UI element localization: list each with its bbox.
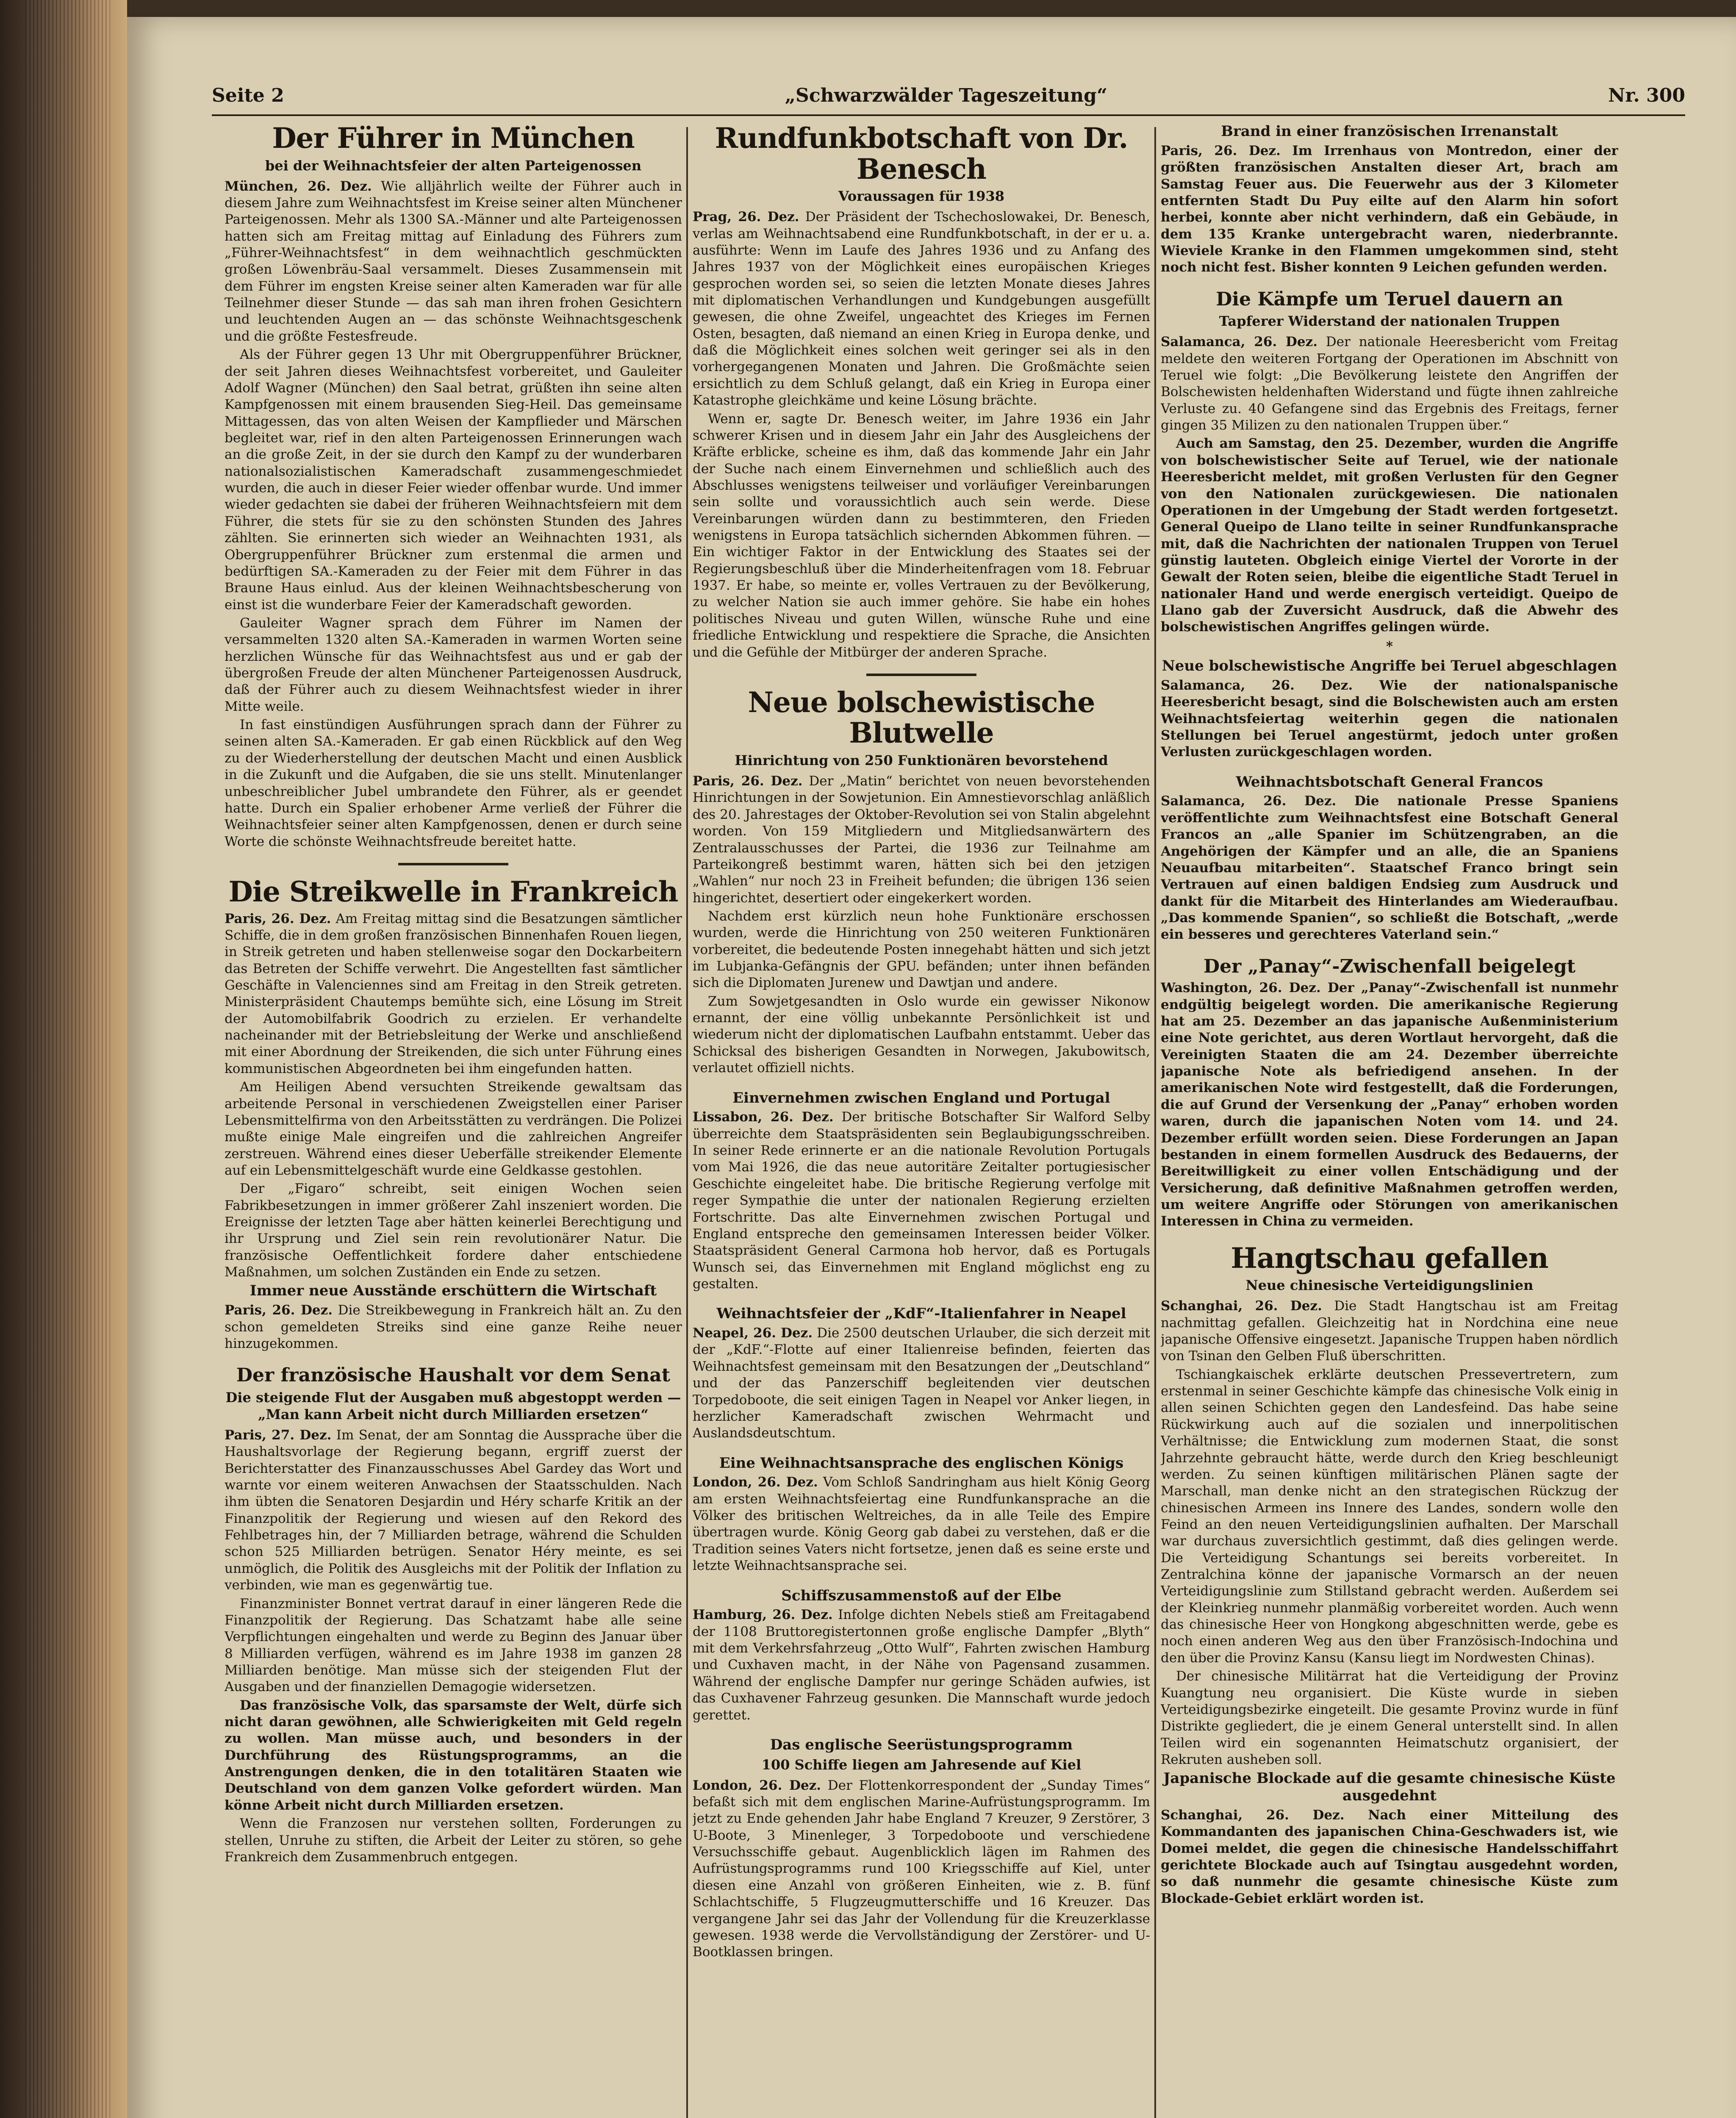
- article-franco: [1161, 773, 1618, 943]
- subheadline: Neue chinesische Verteidigungslinien: [1245, 1277, 1534, 1294]
- article-divider: [866, 674, 976, 676]
- book-binding: [0, 0, 127, 2118]
- headline: Weihnachtsfeier der „KdF“-Italienfahrer in Neapel: [716, 1305, 1126, 1322]
- dateline: Salamanca, 26. Dez.: [1161, 677, 1353, 693]
- article-divider: [398, 863, 508, 865]
- headline: Einvernehmen zwischen England und Portugal: [732, 1089, 1110, 1106]
- article-paragraph: Auch am Samstag, den 25. Dezember, wurden die Angriffe von bolschewistischer Seite auf Teruel, wie der nationale Heeresbericht meldet, mit großen Verlusten für den Gegner von den Nationalen zurückgewiesen. Die nationalen Operationen in der Umgebung der Stadt werden fortgesetzt. General Queipo de Llano teilte in seiner Rundfunkansprache mit, daß die Nachrichten der nationalen Truppen von Teruel günstig lauteten. Obgleich einige Viertel der Vororte in der Gewalt der Roten seien, bleibe die eigentliche Stadt Teruel in nationaler Hand und werde energisch verteidigt. Queipo de Llano gab der Zuversicht Ausdruck, daß die Abwehr des bolschewistischen Angriffes gelingen würde.: [1161, 436, 1618, 635]
- separator-star: *: [1386, 638, 1393, 654]
- headline: Der Führer in München: [272, 123, 635, 155]
- dateline: London, 26. Dez.: [693, 1475, 818, 1490]
- headline: Die Streikwelle in Frankreich: [228, 875, 678, 908]
- dateline: Paris, 26. Dez.: [693, 773, 803, 789]
- subheadline: Voraussagen für 1938: [838, 188, 1005, 205]
- dateline: Hamburg, 26. Dez.: [693, 1607, 833, 1623]
- column-2: [693, 123, 1150, 2118]
- dateline: Schanghai, 26. Dez.: [1161, 1298, 1322, 1314]
- headline: Der französische Haushalt vor dem Senat: [236, 1364, 671, 1386]
- article-paragraph: Lissabon, 26. Dez. Der britische Botschafter Sir Walford Selby überreichte dem Staatspräsidenten sein Beglaubigungsschreiben. In seiner Rede erinnerte er an die nationale Revolution Portugals vom Mai 1926, die das neue autoritäre Zeitalter portugiesischer Geschichte eingeleitet habe. Die britische Regierung verfolge mit reger Sympathie die unter der nationalen Regierung erzielten Fortschritte. Das alte Einvernehmen zwischen Portugal und England entspreche den gemeinsamen Interessen beider Völker. Staatspräsident General Carmona hob hervor, daß es Portugals Wunsch sei, das Einvernehmen mit England möglichst eng zu gestalten.: [693, 1109, 1150, 1292]
- dateline: Washington, 26. Dez.: [1161, 980, 1321, 996]
- subheadline: 100 Schiffe liegen am Jahresende auf Kiel: [761, 1756, 1082, 1773]
- dateline: Paris, 26. Dez.: [225, 1303, 333, 1318]
- article-paragraph: Tschiangkaischek erklärte deutschen Pressevertretern, zum erstenmal in seiner Geschichte kämpfe das chinesische Volk einig in allen seinen Schichten gegen den Landesfeind. Das habe seine Rückwirkung auch auf die sozialen und innerpolitischen Verhältnisse; die Entwicklung zum modernen Staat, die sonst Jahrzehnte gebraucht hätte, werde durch den Krieg beschleunigt werden. Zu seinen künftigen militärischen Plänen sagte der Marschall, man denke nicht an den strategischen Rückzug der chinesischen Armeen ins Innere des Landes, sondern wolle den Feind an den neuen Verteidigungslinien aufhalten. Der Marschall war durchaus zuversichtlich gestimmt, daß dies gelingen werde. Die Verteidigung Schantungs sei bereits vorbereitet. In Zentralchina könne der japanische Vormarsch an der neuen Verteidigungslinie zum Stillstand gebracht werden. Außerdem sei der Kleinkrieg nunmehr planmäßig vorbereitet worden. Auch wenn das chinesische Heer von Hongkong abgeschnitten werde, gebe es noch einen anderen Weg aus den über Französisch-Indochina und den über die Provinz Kansu (Kansu liegt im Nordwesten Chinas).: [1161, 1367, 1618, 1666]
- subheadline: Hinrichtung von 250 Funktionären bevorstehend: [735, 752, 1108, 769]
- column-3: [1161, 123, 1618, 2118]
- article-benesch: [693, 123, 1150, 661]
- article-paragraph: Als der Führer gegen 13 Uhr mit Obergruppenführer Brückner, der seit Jahren dieses Weihnachtsfest vorbereitet, und Gauleiter Adolf Wagner (München) den Saal betrat, grüßten ihn seine alten Kampfgenossen mit einem brausenden Sieg-Heil. Das gemeinsame Mittagessen, das von alten Weisen der Kampflieder und Märschen begleitet war, rief in den alten Parteigenossen Erinnerungen wach an die große Zeit, in der sie durch den Kampf zu der wunderbaren nationalsozialistischen Kameradschaft zusammengeschmiedet wurden, die auch in dieser Feier wieder offenbar wurde. Und immer wieder gedachten sie dabei der früheren Weihnachtsfeiern mit dem Führer, die stets für sie zu den schönsten Stunden des Jahres zählten. Sie erinnerten sich wieder an Weihnachten 1931, als Obergruppenführer Brückner zum erstenmal die armen und bedürftigen SA.-Kameraden zu der Feier mit dem Führer in das Braune Haus einlud. Aus der kleinen Weihnachtsbescherung von einst ist die wunderbare Feier der Kameradschaft geworden.: [225, 347, 682, 613]
- article-paragraph: In fast einstündigen Ausführungen sprach dann der Führer zu seinen alten SA.-Kameraden. Er gab einen Rückblick auf den Weg zu der Wiederherstellung der deutschen Macht und einen Ausblick in die Zukunft und die Aufgaben, die sie uns stellt. Minutenlanger unbeschreiblicher Jubel umbrandete den Führer, als er geendet hatte. Durch ein Spalier erhobener Arme verließ der Führer die Weihnachtsfeier seiner alten Kampfgenossen, denen er durch seine Worte die schönste Weihnachtsfreude bereitet hatte.: [225, 717, 682, 849]
- dateline: Paris, 27. Dez.: [225, 1427, 332, 1443]
- article-paragraph: London, 26. Dez. Vom Schloß Sandringham aus hielt König Georg am ersten Weihnachtsfeiertag eine Rundfunkansprache an die Völker des britischen Weltreiches, da in alle Teile des Empire übertragen wurde. König Georg gab dabei zu verstehen, daß er die Tradition seines Vaters nicht fortsetze, jenen daß es seine erste und letzte Weihnachtsansprache sei.: [693, 1475, 1150, 1574]
- article-paragraph: Salamanca, 26. Dez. Wie der nationalspanische Heeresbericht besagt, sind die Bolschewisten auch am ersten Weihnachtsfeiertag weiterhin gegen die nationalen Stellungen bei Teruel angestürmt, jedoch unter großen Verlusten zurückgeschlagen worden.: [1161, 677, 1618, 760]
- article-paragraph: Schanghai, 26. Dez. Die Stadt Hangtschau ist am Freitag nachmittag gefallen. Gleichzeitig hat in Nordchina eine neue japanische Offensive eingesetzt. Japanische Truppen haben nördlich von Tsinan den Gelben Fluß überschritten.: [1161, 1298, 1618, 1364]
- section-subheadline: Neue bolschewistische Angriffe bei Teruel abgeschlagen: [1162, 657, 1617, 675]
- article-koenig-ansprache: [693, 1455, 1150, 1575]
- dateline: Salamanca, 26. Dez.: [1161, 793, 1337, 809]
- page-number: Seite 2: [212, 84, 284, 106]
- binding-stripes: [25, 0, 110, 2118]
- headline: Weihnachtsbotschaft General Francos: [1236, 773, 1543, 790]
- article-paragraph: Salamanca, 26. Dez. Der nationale Heeresbericht vom Freitag meldete den weiteren Fortgang der Operationen im Abschnitt von Teruel wie folgt: „Die Bevölkerung leistete den Angriffen der Bolschewisten heldenhaften Widerstand und fügte ihnen zahlreiche Verluste zu. 40 Gefangene sind das Ergebnis des Freitags, ferner gingen 35 Milizen zu den nationalen Truppen über.“: [1161, 334, 1618, 433]
- article-paragraph: Paris, 26. Dez. Am Freitag mittag sind die Besatzungen sämtlicher Schiffe, die in dem großen französischen Binnenhafen Rouen liegen, in Streik getreten und haben stellenweise sogar den Dockarbeitern das Betreten der Schiffe verwehrt. Die Angestellten fast sämtlicher Geschäfte in Valenciennes sind am Freitag in den Streik getreten. Ministerpräsident Chautemps bemühte sich, eine Lösung im Streit der Automobilfabrik Goodrich zu erzielen. Er verhandelte nacheinander mit der Betriebsleitung der Werke und anschließend mit einer Abordnung der Streikenden, die sich unter Führung eines kommunistischen Abgeordneten bei ihm eingefunden hatten.: [225, 911, 682, 1076]
- headline: Hangtschau gefallen: [1231, 1241, 1548, 1275]
- article-paragraph: Schanghai, 26. Dez. Nach einer Mitteilung des Kommandanten des japanischen China-Geschwaders ist, wie Domei meldet, die gegen die chinesische Handelsschiffahrt gerichtete Blockade auch auf Tsingtau ausgedehnt worden, so daß nunmehr die gesamte chinesische Küste zum Blockade-Gebiet erklärt worden ist.: [1161, 1807, 1618, 1906]
- headline: Die Kämpfe um Teruel dauern an: [1216, 288, 1563, 310]
- article-teruel: [1161, 289, 1618, 761]
- article-paragraph: Paris, 26. Dez. Der „Matin“ berichtet von neuen bevorstehenden Hinrichtungen in der Sowjetunion. Ein Amnestievorschlag anläßlich des 20. Jahrestages der Oktober-Revolution sei von Stalin abgelehnt worden. Von 159 Mitgliedern und Mitgliedsanwärtern des Zentralausschusses der Partei, die 1936 zur Teilnahme am Parteikongreß bestimmt waren, hätten sich bei den jetzigen „Wahlen“ nur noch 23 in Freiheit befunden; die übrigen 136 seien hingerichtet, desertiert oder eingekerkert worden.: [693, 773, 1150, 906]
- article-paragraph: Hamburg, 26. Dez. Infolge dichten Nebels stieß am Freitagabend der 1108 Bruttoregistertonnen große englische Dampfer „Blyth“ mit dem Verkehrsfahrzeug „Otto Wulf“, Fahrten zwischen Hamburg und Cuxhaven macht, in der Nähe von Pagensand zusammen. Während der englische Dampfer nur geringe Schäden aufwies, ist das Cuxhavener Fahrzeug gesunken. Die Mannschaft wurde jedoch gerettet.: [693, 1607, 1150, 1723]
- page-header: [212, 76, 1685, 116]
- dateline: Paris, 26. Dez.: [225, 911, 331, 926]
- article-paragraph: Salamanca, 26. Dez. Die nationale Presse Spaniens veröffentlichte zum Weihnachtsfest eine Botschaft General Francos an „alle Spanier im Schützengraben, an die Angehörigen der Kämpfer und an alle, die an Spaniens Neuaufbau mitarbeiten“. Staatschef Franco bringt sein Vertrauen auf einen baldigen Endsieg zum Ausdruck und dankt für die Mitarbeit des Hinterlandes am Wiederaufbau. „Das kommende Spanien“, so schließt die Botschaft, „werde ein besseres und gerechteres Vaterland sein.“: [1161, 793, 1618, 943]
- article-paragraph: Wenn die Franzosen nur verstehen sollten, Forderungen zu stellen, Unruhe zu stiften, die Arbeit der Leiter zu stören, so gehe Frankreich dem Zusammenbruch entgegen.: [225, 1816, 682, 1865]
- article-streikwelle: [225, 876, 682, 1352]
- article-paragraph: London, 26. Dez. Der Flottenkorrespondent der „Sunday Times“ befaßt sich mit dem englischen Marine-Aufrüstungsprogramm. Im jetzt zu Ende gehenden Jahr habe England 7 Kreuzer, 9 Zerstörer, 3 U-Boote, 3 Minenleger, 3 Torpedoboote und verschiedene Versuchsschiffe gebaut. Augenblicklich lägen im Rahmen des Aufrüstungsprogramms rund 100 Kriegsschiffe auf Kiel, unter diesen eine Anzahl von größeren Einheiten, wie z. B. fünf Schlachtschiffe, 5 Flugzeugmutterschiffe und 16 Kreuzer. Das vergangene Jahr sei das Jahr der Vollendung für die Kreuzerklasse gewesen. 1938 werde die Vervollständigung der Zerstörer- und U-Bootklassen bringen.: [693, 1777, 1150, 1960]
- subheadline: Die steigende Flut der Ausgaben muß abgestoppt werden — „Man kann Arbeit nicht durch Milliarden ersetzen“: [225, 1389, 681, 1422]
- newspaper-name: „Schwarzwälder Tageszeitung“: [785, 84, 1108, 106]
- article-irrenanstalt: [1161, 123, 1618, 276]
- article-hangtschau: [1161, 1243, 1618, 1907]
- dateline: Paris, 26. Dez.: [1161, 143, 1281, 158]
- dateline: Prag, 26. Dez.: [693, 209, 799, 225]
- column-rule-2: [1154, 127, 1156, 2118]
- issue-number: Nr. 300: [1608, 84, 1685, 106]
- headline: Der „Panay“-Zwischenfall beigelegt: [1203, 955, 1576, 977]
- dateline: Neapel, 26. Dez.: [693, 1325, 813, 1341]
- headline: Brand in einer französischen Irrenanstalt: [1221, 123, 1558, 140]
- article-paragraph: Paris, 26. Dez. Die Streikbewegung in Frankreich hält an. Zu den schon gemeldeten Streiks sind eine ganze Reihe neuer hinzugekommen.: [225, 1303, 682, 1351]
- column-1: [225, 123, 682, 2118]
- article-paragraph: Gauleiter Wagner sprach dem Führer im Namen der versammelten 1320 alten SA.-Kameraden in warmen Worten seine herzlichen Wünsche für das Weihnachtsfest aus und er gab der übergroßen Freude der alten Münchener Parteigenossen Ausdruck, daß der Führer auch zu diesem Weihnachtsfest wieder in ihrer Mitte weile.: [225, 615, 682, 714]
- headline: Neue bolschewistische Blutwelle: [748, 685, 1095, 750]
- headline: Rundfunkbotschaft von Dr. Benesch: [715, 123, 1128, 186]
- article-paragraph: Wenn er, sagte Dr. Benesch weiter, im Jahre 1936 ein Jahr schwerer Krisen und in diesem Jahr ein Jahr des Ausgleichens der Kräfte erblicke, scheine es ihm, daß das kommende Jahr ein Jahr der Suche nach einem Einvernehmen und schließlich auch des Abschlusses wenigstens teilweiser und vorläufiger Vereinbarungen sein sollte und voraussichtlich auch sein werde. Diese Vereinbarungen würden dann zu bestimmteren, den Frieden wenigstens in Europa tatsächlich sichernden Abkommen führen. — Ein wichtiger Faktor in der Entwicklung des Staates sei der Regierungsbeschluß über die Minderheitenfragen vom 18. Februar 1937. Er habe, so meinte er, volles Vertrauen zu der Bevölkerung, zu welcher Nation sie auch immer gehöre. Sie habe ein hohes politisches Niveau und guten Willen, wünsche Ruhe und eine friedliche Entwicklung und respektiere die Sprache, die Ansichten und die Gefühle der Mitbürger der anderen Sprache.: [693, 411, 1150, 660]
- article-paragraph: Neapel, 26. Dez. Die 2500 deutschen Urlauber, die sich derzeit mit der „KdF.“-Flotte auf einer Italienreise befinden, feierten das Weihnachtsfest gemeinsam mit den Besatzungen der „Deutschland“ und der das Panzerschiff begleitenden vier deutschen Torpedoboote, die seit einigen Tagen in Neapel vor Anker liegen, in herzlicher Kameradschaft zwischen Wehrmacht und Auslandsdeutschtum.: [693, 1325, 1150, 1441]
- article-paragraph: Am Heiligen Abend versuchten Streikende gewaltsam das arbeitende Personal in verschiedenen Zweigstellen einer Pariser Lebensmittelfirma von den Arbeitsstätten zu verdrängen. Die Polizei mußte einige Male eingreifen und die zahlreichen Angreifer zerstreuen. Während eines dieser Ueberfälle streikender Elemente auf ein Lebensmittelgeschäft wurde eine Geldkasse gestohlen.: [225, 1079, 682, 1178]
- article-paragraph: Das französische Volk, das sparsamste der Welt, dürfe sich nicht daran gewöhnen, alle Schwierigkeiten mit Geld regeln zu wollen. Man müsse auch, und besonders in der Durchführung des Rüstungsprogramms, an die Anstrengungen denken, die in den totalitären Staaten wie Deutschland von dem ganzen Volke gefordert würden. Man könne Arbeit nicht durch Milliarden ersetzen.: [225, 1697, 682, 1813]
- article-england-portugal: [693, 1089, 1150, 1293]
- article-paragraph: Finanzminister Bonnet vertrat darauf in einer längeren Rede die Finanzpolitik der Regierung. Das Schatzamt habe alle seine Verpflichtungen eingehalten und werde zu Beginn des Januar über 8 Milliarden verfügen, während es im Jahre 1938 im ganzen 28 Milliarden benötige. Man müsse sich der steigenden Flut der Ausgaben und der finanziellen Demagogie widersetzen.: [225, 1596, 682, 1695]
- article-fuehrer-muenchen: [225, 123, 682, 850]
- dateline: Schanghai, 26. Dez.: [1161, 1807, 1345, 1823]
- subheadline: bei der Weihnachtsfeier der alten Parteigenossen: [265, 157, 642, 174]
- article-paragraph: Zum Sowjetgesandten in Oslo wurde ein gewisser Nikonow ernannt, der eine völlig unbekannte Persönlichkeit ist und wiederum nicht der diplomatischen Laufbahn entstammt. Ueber das Schicksal des bisherigen Gesandten in Norwegen, Jakubowitsch, verlautet offiziell nichts.: [693, 993, 1150, 1076]
- dateline: Lissabon, 26. Dez.: [693, 1109, 834, 1125]
- section-subheadline: Japanische Blockade auf die gesamte chinesische Küste ausgedehnt: [1163, 1770, 1616, 1805]
- dateline: Salamanca, 26. Dez.: [1161, 334, 1318, 350]
- article-seeruestung: [693, 1736, 1150, 1961]
- dateline: London, 26. Dez.: [693, 1777, 821, 1793]
- headline: Eine Weihnachtsansprache des englischen Königs: [719, 1454, 1124, 1472]
- article-paragraph: Nachdem erst kürzlich neun hohe Funktionäre erschossen wurden, werde die Hinrichtung von 250 weiteren Funktionären vorbereitet, die bedeutende Posten innegehabt hätten und sich jetzt im Lubjanka-Gefängnis der GPU. befänden; unter ihnen befänden sich die Diplomaten Jurenew und Dawtjan und andere.: [693, 908, 1150, 991]
- article-elbe: [693, 1587, 1150, 1724]
- article-paragraph: Paris, 27. Dez. Im Senat, der am Sonntag die Aussprache über die Haushaltsvorlage der Regierung begann, ergriff zuerst der Berichterstatter des Finanzausschusses Abel Gardey das Wort und warnte vor einem weiteren Anwachsen der Staatsschulden. Nach ihm übten die Senatoren Desjardin und Héry scharfe Kritik an der Finanzpolitik der Regierung und wiesen auf den Rekord des Fehlbetrages hin, der 7 Milliarden betrage, während die Schulden schon 525 Milliarden betrügen. Senator Héry meinte, es sei unmöglich, die Politik des Ausgleichs mit der Politik der Inflation zu verbinden, wie man es gegenwärtig tue.: [225, 1427, 682, 1593]
- article-paragraph: Prag, 26. Dez. Der Präsident der Tschechoslowakei, Dr. Benesch, verlas am Weihnachtsabend eine Rundfunkbotschaft, in der er u. a. ausführte: Wenn im Laufe des Jahres 1936 und zu Anfang des Jahres 1937 von der Möglichkeit eines europäischen Krieges gesprochen worden sei, so seien die letzten Monate dieses Jahres mit diplomatischen Verhandlungen und Kundgebungen ausgefüllt gewesen, die ohne Zweifel, ungeachtet des Krieges im Fernen Osten, besagten, daß niemand an einen Krieg in Europa denke, und daß die Möglichkeit eines solchen weit geringer sei als in den vorhergegangenen Monaten und Jahren. Die Großmächte seien ersichtlich zu dem Schluß gelangt, daß ein Krieg in Europa einer Katastrophe gleichkäme und keine Lösung brächte.: [693, 209, 1150, 408]
- article-haushalt-senat: [225, 1365, 682, 1866]
- dateline: München, 26. Dez.: [225, 178, 372, 194]
- article-paragraph: Der chinesische Militärrat hat die Verteidigung der Provinz Kuangtung neu organisiert. Die Küste wurde in sieben Verteidigungsbezirke eingeteilt. Die gesamte Provinz wurde in fünf Distrikte gegliedert, die je einem General unterstellt sind. In allen Teilen wird ein sogenannten Heimatschutz organisiert, der Rekruten ausheben soll.: [1161, 1669, 1618, 1767]
- article-kdf-neapel: [693, 1305, 1150, 1442]
- headline: Schiffszusammenstoß auf der Elbe: [781, 1587, 1062, 1604]
- column-rule-1: [686, 127, 688, 2118]
- newspaper-page: [127, 17, 1736, 2118]
- article-paragraph: Washington, 26. Dez. Der „Panay“-Zwischenfall ist nunmehr endgültig beigelegt worden. Die amerikanische Regierung hat am 25. Dezember an das japanische Außenministerium eine Note gerichtet, aus deren Wortlaut hervorgeht, daß die Vereinigten Staaten die am 24. Dezember überreichte japanische Note als befriedigend ansehen. In der amerikanischen Note wird festgestellt, daß die Forderungen, die auf Grund der Versenkung der „Panay“ erhoben worden waren, durch die japanischen Noten vom 14. und 24. Dezember erfüllt worden seien. Diese Forderungen an Japan bestanden in einem formellen Ausdruck des Bedauerns, der Bereitwilligkeit zu einer vollen Entschädigung und der Versicherung, daß definitive Maßnahmen getroffen werden, um weitere Angriffe oder Störungen von amerikanischen Interessen in China zu vermeiden.: [1161, 980, 1618, 1229]
- subheadline: Tapferer Widerstand der nationalen Truppen: [1219, 313, 1560, 330]
- article-blutwelle: [693, 687, 1150, 1077]
- article-panay: [1161, 956, 1618, 1230]
- article-paragraph: München, 26. Dez. Wie alljährlich weilte der Führer auch in diesem Jahre zum Weihnachtsfest im Kreise seiner alten Münchener Parteigenossen. Mehr als 1300 SA.-Männer und alte Parteigenossen hatten sich am Freitag mittag auf Einladung des Führers zum „Führer-Weihnachtsfest“ in dem weihnachtlich geschmückten großen Löwenbräu-Saal versammelt. Dieses Zusammensein mit dem Führer im engsten Kreise seiner alten Kameraden war für alle Teilnehmer dieser Stunde — das sah man ihren frohen Gesichtern und leuchtenden Augen an — das schönste Weihnachtsgeschenk und die größte Festesfreude.: [225, 178, 682, 344]
- article-paragraph: Paris, 26. Dez. Im Irrenhaus von Montredon, einer der größten französischen Anstalten dieser Art, brach am Samstag Feuer aus. Die Feuerwehr aus der 3 Kilometer entfernten Stadt Du Puy eilte auf den Alarm hin sofort herbei, konnte aber nicht verhindern, daß ein Gebäude, in dem 135 Kranke untergebracht waren, niederbrannte. Wieviele Kranke in den Flammen umgekommen sind, steht noch nicht fest. Bisher konnten 9 Leichen gefunden werden.: [1161, 143, 1618, 275]
- headline: Das englische Seerüstungsprogramm: [770, 1736, 1073, 1753]
- section-subheadline: Immer neue Ausstände erschüttern die Wirtschaft: [250, 1282, 657, 1300]
- article-paragraph: Der „Figaro“ schreibt, seit einigen Wochen seien Fabrikbesetzungen in immer größerer Zahl inszeniert worden. Die Ereignisse der letzten Tage aber hätten keinerlei Berechtigung und ihr Ursprung und Ziel sein rein revolutionärer Natur. Die französische Oeffentlichkeit fordere daher entschiedene Maßnahmen, um solchen Zuständen ein Ende zu setzen.: [225, 1181, 682, 1280]
